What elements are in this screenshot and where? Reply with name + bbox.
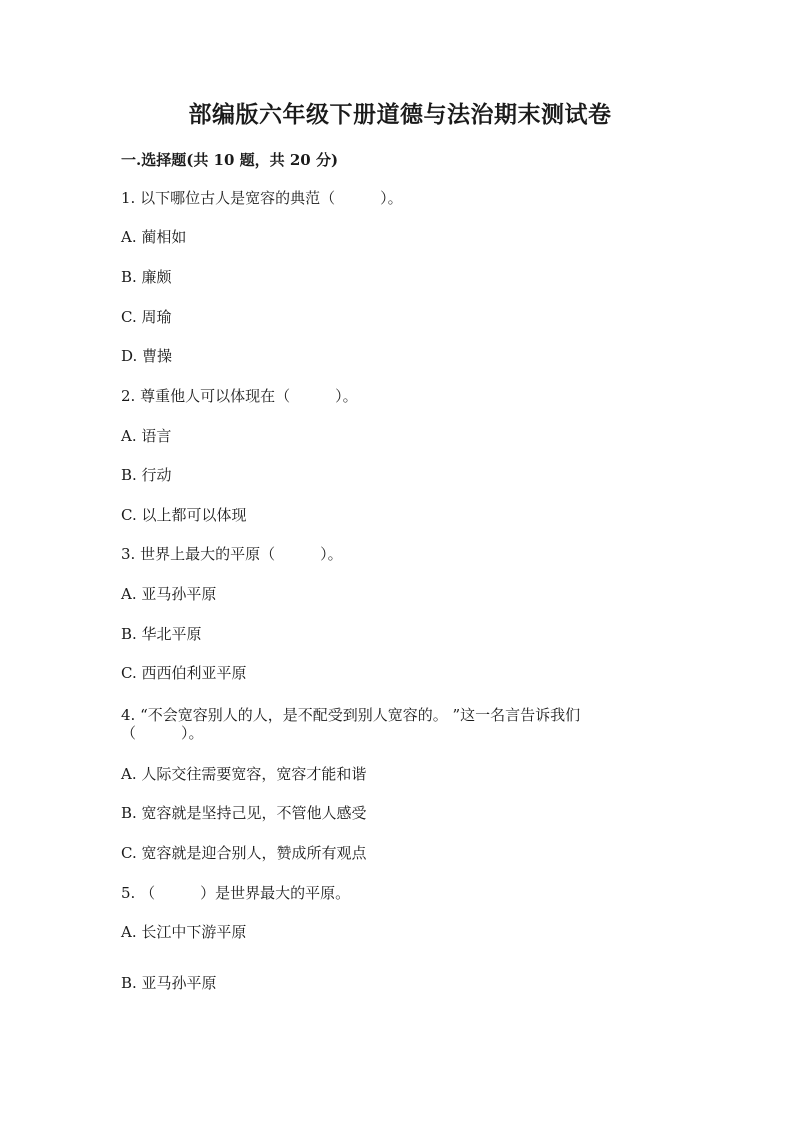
question-1-option-a: A. 蔺相如 [121,228,187,246]
question-1-option-b: B. 廉颇 [121,268,172,286]
question-3-option-c: C. 西西伯利亚平原 [121,664,247,682]
question-4-option-c: C. 宽容就是迎合别人，赞成所有观点 [121,844,367,862]
question-2-option-a: A. 语言 [121,427,172,445]
page-title: 部编版六年级下册道德与法治期末测试卷 [188,101,612,128]
question-2-stem: 2. 尊重他人可以体现在（ ）。 [121,387,358,405]
question-4-option-b: B. 宽容就是坚持己见，不管他人感受 [121,804,367,822]
question-1-option-d: D. 曹操 [121,347,173,365]
question-2-option-c: C. 以上都可以体现 [121,506,247,524]
question-1-stem: 1. 以下哪位古人是宽容的典范（ ）。 [121,189,403,207]
question-5-option-a: A. 长江中下游平原 [121,923,247,941]
question-4-option-a: A. 人际交往需要宽容，宽容才能和谐 [121,765,367,783]
question-5-option-b: B. 亚马孙平原 [121,974,217,992]
question-1-option-c: C. 周瑜 [121,308,172,326]
question-3-option-a: A. 亚马孙平原 [121,585,217,603]
question-2-option-b: B. 行动 [121,466,172,484]
question-3-stem: 3. 世界上最大的平原（ ）。 [121,545,343,563]
question-4-stem-continued: （ ）。 [121,724,204,742]
question-4-stem: 4. “不会宽容别人的人，是不配受到别人宽容的。 ”这一名言告诉我们 [121,706,581,724]
section-heading: 一.选择题(共 10 题，共 20 分) [121,151,339,169]
question-5-stem: 5. （ ）是世界最大的平原。 [121,884,351,902]
question-3-option-b: B. 华北平原 [121,625,202,643]
